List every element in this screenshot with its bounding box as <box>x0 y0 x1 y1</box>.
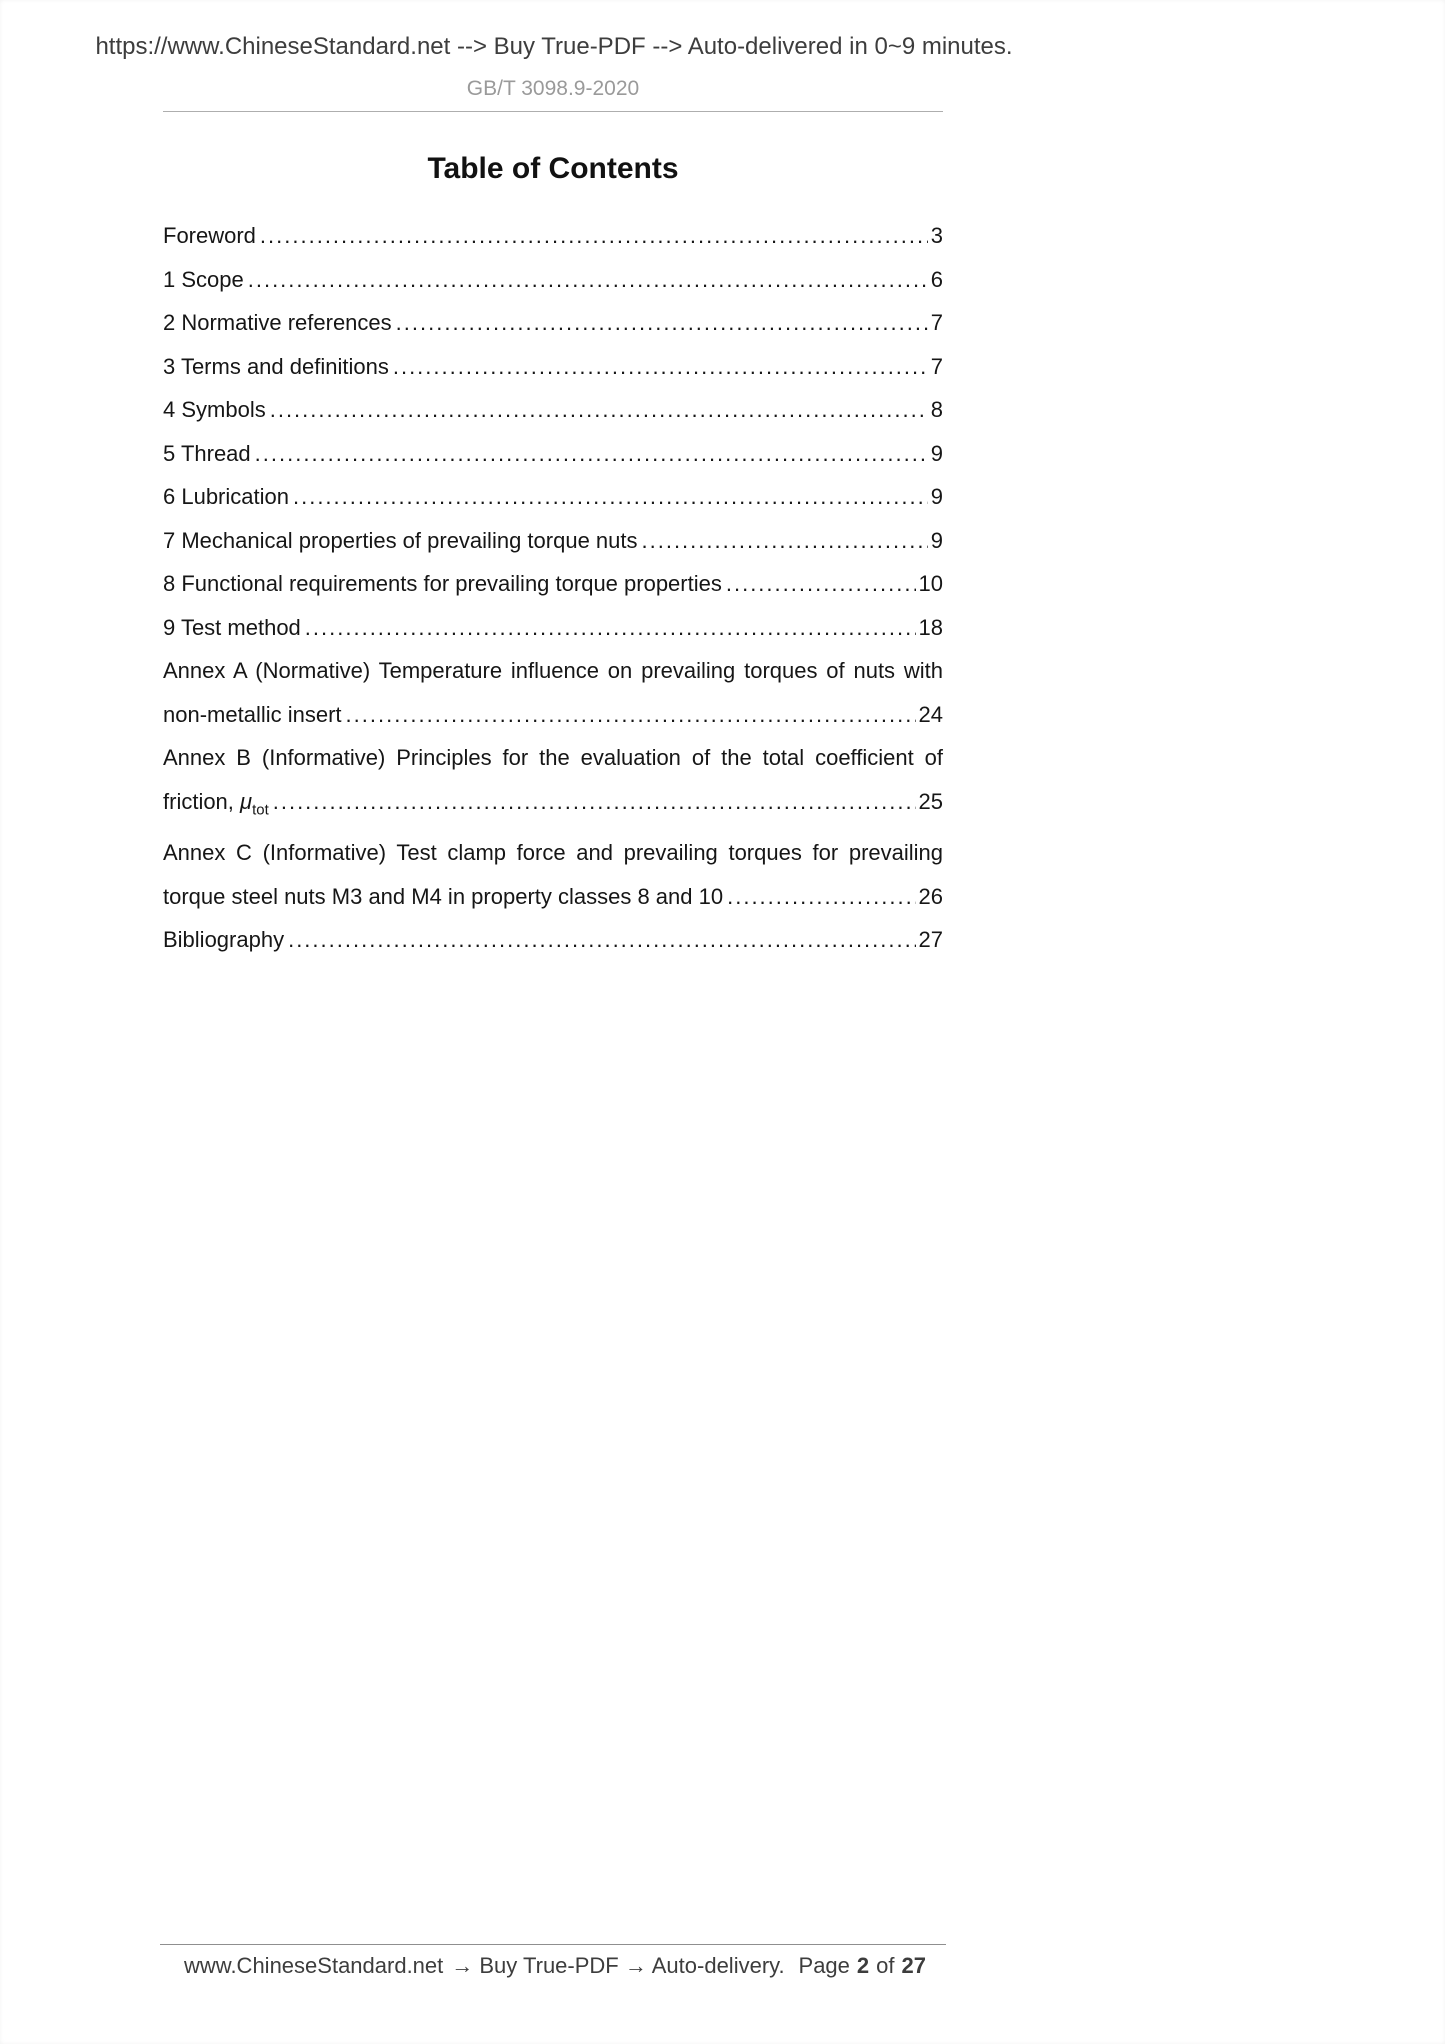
dot-leader <box>248 258 928 302</box>
toc-entry[interactable] <box>163 388 943 432</box>
dot-leader <box>396 301 928 345</box>
toc-entry-wrap-line: Annex C (Informative) Test clamp force and prevailing torques for prevailing <box>163 840 943 866</box>
toc-entry[interactable] <box>163 214 943 258</box>
page-footer <box>160 1944 946 1979</box>
toc-entry-page: 26 <box>918 883 943 909</box>
toc-entry[interactable] <box>163 475 943 519</box>
toc-entry-page: 9 <box>930 527 943 553</box>
dot-leader <box>273 780 916 824</box>
toc-entry-page: 8 <box>930 397 943 422</box>
toc-entry-label: 1 Scope <box>163 266 244 292</box>
toc-entry[interactable] <box>163 606 943 650</box>
toc-entry-label: 3 Terms and definitions <box>163 353 389 379</box>
dot-leader <box>346 693 916 737</box>
toc-entry[interactable] <box>163 301 943 345</box>
footer-tagline: → Buy True-PDF → Auto-delivery. <box>451 1953 785 1978</box>
header-rule <box>163 111 943 112</box>
dot-leader <box>293 475 928 519</box>
toc-entry[interactable] <box>163 345 943 389</box>
content-column <box>163 76 943 962</box>
subscript-tot: tot <box>252 800 269 818</box>
toc-entry-wrap-line: Annex A (Normative) Temperature influence on prevailing torques of nuts with <box>163 658 943 683</box>
toc-entry-page: 7 <box>930 353 943 379</box>
footer-left <box>184 1953 785 1979</box>
dot-leader <box>288 918 915 962</box>
toc-entry-page: 6 <box>930 266 943 292</box>
toc-entry-label: torque steel nuts M3 and M4 in property classes 8 and 10 <box>163 883 724 909</box>
toc-entry-page: 24 <box>918 701 943 727</box>
toc-entry[interactable] <box>163 432 943 476</box>
toc-entry-page: 18 <box>918 614 943 640</box>
dot-leader <box>726 562 916 606</box>
dot-leader <box>255 432 928 476</box>
toc-entry-label: non-metallic insert <box>163 701 342 727</box>
toc-entry-label: friction, $\mu_{tot}$ <box>163 788 269 818</box>
toc-entry-page: 27 <box>918 927 943 953</box>
dot-leader <box>270 388 928 432</box>
toc-entry-page: 9 <box>930 440 943 466</box>
footer-site-link[interactable]: www.ChineseStandard.net <box>184 1953 444 1978</box>
toc-entry[interactable] <box>163 918 943 962</box>
toc-entry-label: 6 Lubrication <box>163 484 289 509</box>
toc-entry-label: 5 Thread <box>163 440 251 466</box>
toc-entry-label: Foreword <box>163 223 256 248</box>
toc-entry-label: 9 Test method <box>163 614 301 640</box>
of-word: of <box>876 1953 895 1978</box>
toc-entry-page: 10 <box>918 571 943 596</box>
toc-entry-page: 3 <box>930 223 943 248</box>
page-word: Page <box>798 1953 850 1978</box>
page-title: Table of Contents <box>427 152 679 185</box>
dot-leader <box>642 519 928 563</box>
total-pages: 27 <box>901 1953 926 1978</box>
toc-entry-label: 2 Normative references <box>163 310 392 335</box>
toc-entry-label: 8 Functional requirements for prevailing torque properties <box>163 571 722 596</box>
toc-entry[interactable] <box>163 519 943 563</box>
table-of-contents <box>163 214 943 962</box>
doc-code: GB/T 3098.9-2020 <box>466 77 640 100</box>
footer-page-indicator <box>799 1953 926 1979</box>
toc-entry[interactable] <box>163 258 943 302</box>
toc-entry-page: 7 <box>930 310 943 335</box>
dot-leader <box>260 214 928 258</box>
dot-leader <box>727 875 915 919</box>
mu-symbol: μ <box>240 788 253 814</box>
dot-leader <box>305 606 916 650</box>
toc-entry[interactable] <box>163 562 943 606</box>
dot-leader <box>393 345 928 389</box>
toc-entry[interactable] <box>163 736 943 831</box>
toc-entry-page: 9 <box>930 484 943 509</box>
toc-entry[interactable] <box>163 649 943 736</box>
toc-entry-page: 25 <box>918 788 943 814</box>
toc-entry-label: 4 Symbols <box>163 397 266 422</box>
header-url-line[interactable]: https://www.ChineseStandard.net --> Buy True-PDF --> Auto-delivered in 0~9 minutes. <box>95 33 1013 60</box>
page-number: 2 <box>856 1953 870 1978</box>
toc-entry-wrap-line: Annex B (Informative) Principles for the evaluation of the total coefficient of <box>163 745 943 770</box>
toc-entry-label: 7 Mechanical properties of prevailing torque nuts <box>163 527 638 553</box>
toc-entry-label: Bibliography <box>163 927 285 953</box>
toc-entry[interactable] <box>163 831 943 918</box>
